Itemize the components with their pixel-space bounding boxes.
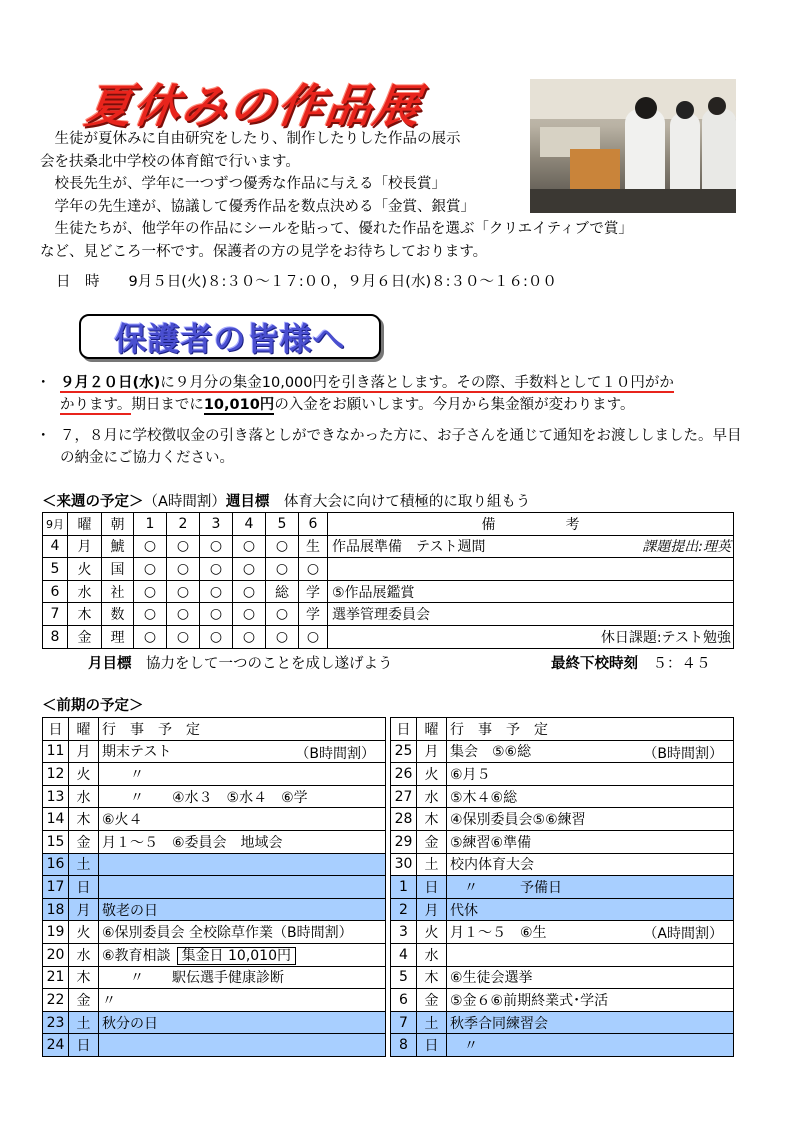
header-cell: 2 xyxy=(167,513,200,536)
intro-line: 校長先生が、学年に一つずつ優秀な作品に与える「校長賞」 xyxy=(40,176,446,193)
event-text: 〃 xyxy=(450,1038,478,1055)
intro-line: 学年の先生達が、協議して優秀作品を数点決める「金賞、銀賞」 xyxy=(40,198,475,215)
table-cell: 7 xyxy=(43,603,68,626)
table-cell: ○ xyxy=(266,625,299,648)
term-row xyxy=(391,876,734,899)
table-cell: 火 xyxy=(69,921,99,944)
term-row xyxy=(43,808,386,831)
event-cell xyxy=(99,943,386,966)
table-cell: 社 xyxy=(102,580,134,603)
term-row xyxy=(43,943,386,966)
event-cell xyxy=(447,876,734,899)
table-cell: 火 xyxy=(417,763,447,786)
term-header-row xyxy=(391,718,734,741)
event-cell xyxy=(447,966,734,989)
table-cell: 22 xyxy=(43,989,69,1012)
header-cell: 行 事 予 定 xyxy=(99,718,386,741)
table-cell: 月 xyxy=(417,740,447,763)
table-cell: 月 xyxy=(69,740,99,763)
table-cell: 土 xyxy=(69,1011,99,1034)
table-cell: ○ xyxy=(167,625,200,648)
collection-day-box: 集金日 10,010円 xyxy=(177,947,296,965)
remarks-cell xyxy=(328,625,734,648)
table-cell: 鯱 xyxy=(102,535,134,558)
table-cell: 11 xyxy=(43,740,69,763)
table-cell: 4 xyxy=(391,943,417,966)
table-cell: 6 xyxy=(391,989,417,1012)
parents-banner xyxy=(79,314,381,359)
banner-text: 保護者の皆様へ xyxy=(114,319,346,358)
header-cell: 9月 xyxy=(43,513,68,536)
term-row xyxy=(391,763,734,786)
event-cell xyxy=(447,989,734,1012)
term-row xyxy=(43,876,386,899)
remarks-cell xyxy=(328,558,734,581)
term-schedule-right xyxy=(390,717,734,1057)
event-text: 代休 xyxy=(450,902,478,919)
table-cell: 金 xyxy=(417,989,447,1012)
event-text: 〃 駅伝選手健康診断 xyxy=(102,970,284,987)
table-cell: 26 xyxy=(391,763,417,786)
event-text: 月１～５ ⑥生 xyxy=(450,925,547,942)
header-cell: 朝 xyxy=(102,513,134,536)
page-title: 夏休みの作品展 xyxy=(81,79,426,133)
term-row xyxy=(43,921,386,944)
term-row xyxy=(391,898,734,921)
week-goal-label: 週目標 xyxy=(225,494,270,510)
term-row xyxy=(43,966,386,989)
table-cell: 29 xyxy=(391,830,417,853)
week-timetable: （A時間割） xyxy=(143,494,226,510)
intro-text xyxy=(40,128,740,264)
table-cell: 理 xyxy=(102,625,134,648)
table-cell: 金 xyxy=(417,830,447,853)
table-cell: 数 xyxy=(102,603,134,626)
event-cell xyxy=(447,943,734,966)
term-schedule-left xyxy=(42,717,386,1057)
table-cell: 1 xyxy=(391,876,417,899)
event-cell xyxy=(447,830,734,853)
term-row xyxy=(391,1034,734,1057)
header-cell: 5 xyxy=(266,513,299,536)
event-text: ⑥月５ xyxy=(450,766,491,783)
event-text: ⑤木４⑥総 xyxy=(450,789,518,806)
table-cell: 金 xyxy=(68,625,102,648)
header-cell: 日 xyxy=(43,718,69,741)
last-dismissal-time: ５：４５ xyxy=(638,656,711,672)
table-cell: 23 xyxy=(43,1011,69,1034)
last-dismissal xyxy=(551,652,711,673)
table-cell: ○ xyxy=(200,603,233,626)
term-row xyxy=(391,853,734,876)
last-dismissal-label: 最終下校時刻 xyxy=(551,656,638,672)
table-cell: 水 xyxy=(68,580,102,603)
event-cell xyxy=(99,785,386,808)
event-cell xyxy=(447,785,734,808)
table-cell: 27 xyxy=(391,785,417,808)
month-goal-label: 月目標 xyxy=(88,656,132,672)
term-row xyxy=(43,1011,386,1034)
term-row xyxy=(43,763,386,786)
deposit-amount: 10,010円 xyxy=(203,397,275,414)
week-header-row xyxy=(43,513,734,536)
table-cell: 21 xyxy=(43,966,69,989)
intro-line: など、見どころ一杯です。保護者の方の見学をお待ちしております。 xyxy=(40,243,488,260)
term-row xyxy=(43,785,386,808)
table-cell: ○ xyxy=(134,603,167,626)
event-text: 〃 予備日 xyxy=(450,879,562,896)
week-row xyxy=(43,603,734,626)
event-text: 秋分の日 xyxy=(102,1015,158,1032)
header-cell: 行 事 予 定 xyxy=(447,718,734,741)
table-cell: 木 xyxy=(69,966,99,989)
table-cell: ○ xyxy=(134,580,167,603)
remarks-note: 休日課題:テスト勉強 xyxy=(600,629,731,646)
withdrawal-date: ９月２０日(水) xyxy=(60,375,161,391)
table-cell: 3 xyxy=(391,921,417,944)
table-cell: 日 xyxy=(417,1034,447,1057)
event-text: 敬老の日 xyxy=(102,902,158,919)
intro-line: 生徒たちが、他学年の作品にシールを貼って、優れた作品を選ぶ「クリエイティブで賞」 xyxy=(40,221,633,238)
table-cell: 5 xyxy=(391,966,417,989)
term-row xyxy=(391,808,734,831)
remarks-cell xyxy=(328,603,734,626)
table-cell: ○ xyxy=(266,558,299,581)
table-cell: 木 xyxy=(68,603,102,626)
table-cell: ○ xyxy=(299,558,328,581)
table-cell: 学 xyxy=(299,580,328,603)
table-cell: ○ xyxy=(200,558,233,581)
event-text: 〃 ④水３ ⑤水４ ⑥学 xyxy=(102,789,308,806)
table-cell: 土 xyxy=(69,853,99,876)
table-cell: 19 xyxy=(43,921,69,944)
table-cell: 月 xyxy=(68,535,102,558)
timetable-note: （A時間割） xyxy=(643,926,723,943)
remarks-cell xyxy=(328,580,734,603)
table-cell: 水 xyxy=(69,943,99,966)
event-text: 〃 xyxy=(102,766,144,783)
table-cell: 木 xyxy=(417,808,447,831)
week-footer xyxy=(88,652,728,673)
table-cell: 8 xyxy=(43,625,68,648)
table-cell: 水 xyxy=(69,785,99,808)
table-cell: 水 xyxy=(417,943,447,966)
bullet: ・ xyxy=(36,427,51,444)
header-cell: 4 xyxy=(233,513,266,536)
header-cell: 曜 xyxy=(69,718,99,741)
event-cell xyxy=(99,740,386,763)
timetable-note: （B時間割） xyxy=(295,745,375,762)
table-cell: 20 xyxy=(43,943,69,966)
table-cell: 14 xyxy=(43,808,69,831)
term-row xyxy=(391,966,734,989)
notice-text-1b: に９月分の集金10,000円を引き落とします。その際、手数料として１０円がか xyxy=(160,375,674,391)
week-goal: 体育大会に向けて積極的に取り組もう xyxy=(269,494,531,510)
event-cell xyxy=(99,989,386,1012)
term-row xyxy=(43,989,386,1012)
notice-item xyxy=(36,372,746,417)
term-row xyxy=(391,785,734,808)
header-cell: 6 xyxy=(299,513,328,536)
week-heading xyxy=(42,490,530,511)
term-row xyxy=(43,898,386,921)
table-cell: 13 xyxy=(43,785,69,808)
table-cell: 金 xyxy=(69,830,99,853)
event-text: ⑥教育相談 xyxy=(102,947,171,964)
header-cell: 曜 xyxy=(68,513,102,536)
notice-text xyxy=(60,372,674,417)
notice-text-1f: の入金をお願いします。今月から集金額が変わります。 xyxy=(274,397,635,414)
table-cell: ○ xyxy=(233,558,266,581)
table-cell: 火 xyxy=(69,763,99,786)
event-cell xyxy=(447,1034,734,1057)
term-row xyxy=(43,853,386,876)
term-row xyxy=(43,1034,386,1057)
table-cell: 月 xyxy=(417,898,447,921)
term-header-row xyxy=(43,718,386,741)
week-row xyxy=(43,558,734,581)
header-cell: 1 xyxy=(134,513,167,536)
event-text: ⑤練習⑥準備 xyxy=(450,834,532,851)
event-text: ⑥火４ xyxy=(102,812,143,829)
remarks-text: ⑤作品展鑑賞 xyxy=(332,584,415,601)
event-cell xyxy=(99,808,386,831)
event-cell xyxy=(447,921,734,944)
event-cell xyxy=(99,898,386,921)
event-cell xyxy=(99,921,386,944)
table-cell: 28 xyxy=(391,808,417,831)
notice-item xyxy=(36,425,746,470)
table-cell: ○ xyxy=(233,625,266,648)
table-cell: 8 xyxy=(391,1034,417,1057)
event-text: ④保別委員会⑤⑥練習 xyxy=(450,812,586,829)
event-cell xyxy=(99,1034,386,1057)
header-cell: 備 考 xyxy=(328,513,734,536)
term-row xyxy=(43,830,386,853)
table-cell: ○ xyxy=(233,535,266,558)
table-cell: 18 xyxy=(43,898,69,921)
header-cell: 曜 xyxy=(417,718,447,741)
event-text: ⑥保別委員会 全校除草作業（B時間割） xyxy=(102,925,353,942)
event-text: 秋季合同練習会 xyxy=(450,1015,548,1032)
table-cell: 土 xyxy=(417,1011,447,1034)
table-cell: 総 xyxy=(266,580,299,603)
table-cell: 生 xyxy=(299,535,328,558)
term-row xyxy=(391,740,734,763)
table-cell: 木 xyxy=(69,808,99,831)
table-cell: 国 xyxy=(102,558,134,581)
table-cell: 日 xyxy=(69,1034,99,1057)
table-cell: 木 xyxy=(417,966,447,989)
event-text: ⑤金６⑥前期終業式･学活 xyxy=(450,992,609,1009)
table-cell: 水 xyxy=(417,785,447,808)
term-row xyxy=(43,740,386,763)
event-cell xyxy=(447,763,734,786)
event-cell xyxy=(99,763,386,786)
table-cell: 30 xyxy=(391,853,417,876)
event-cell xyxy=(447,898,734,921)
event-cell xyxy=(99,853,386,876)
intro-line: 生徒が夏休みに自由研究をしたり、制作したりした作品の展示 xyxy=(40,131,461,147)
weekly-schedule-table xyxy=(42,512,734,649)
week-row xyxy=(43,535,734,558)
table-cell: 5 xyxy=(43,558,68,581)
table-cell: 金 xyxy=(69,989,99,1012)
table-cell: ○ xyxy=(299,625,328,648)
table-cell: ○ xyxy=(200,535,233,558)
term-row xyxy=(391,830,734,853)
table-cell: ○ xyxy=(200,580,233,603)
exhibition-schedule: 日 時 9月５日(火)８:３０～１７:００，９月６日(水)８:３０～１６:００ xyxy=(56,274,557,290)
table-cell: 15 xyxy=(43,830,69,853)
event-text: 集会 ⑤⑥総 xyxy=(450,744,532,761)
table-cell: 24 xyxy=(43,1034,69,1057)
event-cell xyxy=(447,853,734,876)
event-cell xyxy=(99,876,386,899)
event-text: 校内体育大会 xyxy=(450,857,534,874)
table-cell: ○ xyxy=(200,625,233,648)
table-cell: ○ xyxy=(233,580,266,603)
table-cell: ○ xyxy=(266,603,299,626)
remarks-text: 選挙管理委員会 xyxy=(332,607,430,624)
table-cell: 学 xyxy=(299,603,328,626)
term-row xyxy=(391,989,734,1012)
table-cell: 2 xyxy=(391,898,417,921)
term-row xyxy=(391,921,734,944)
event-text: 〃 xyxy=(102,992,116,1009)
table-cell: ○ xyxy=(167,580,200,603)
intro-line: 会を扶桑北中学校の体育館で行います。 xyxy=(40,153,300,170)
table-cell: 16 xyxy=(43,853,69,876)
remarks-note: 課題提出:理英 xyxy=(642,539,731,556)
week-row xyxy=(43,625,734,648)
table-cell: 火 xyxy=(68,558,102,581)
table-cell: 土 xyxy=(417,853,447,876)
notice-text-2: ７，８月に学校徴収金の引き落としができなかった方に、お子さんを通じて通知をお渡ししました。早目の納金にご協力ください。 xyxy=(60,427,742,467)
notice-text-1c: かります。 xyxy=(60,397,132,414)
table-cell: 6 xyxy=(43,580,68,603)
table-cell: ○ xyxy=(233,603,266,626)
table-cell: 7 xyxy=(391,1011,417,1034)
event-cell xyxy=(99,966,386,989)
notice-section xyxy=(36,372,746,478)
table-cell: ○ xyxy=(167,535,200,558)
event-text: 期末テスト xyxy=(102,744,172,761)
event-cell xyxy=(447,1011,734,1034)
timetable-note: （B時間割） xyxy=(643,745,723,762)
term-row xyxy=(391,1011,734,1034)
event-text: 月１～５ ⑥委員会 地域会 xyxy=(102,834,283,851)
table-cell: 日 xyxy=(69,876,99,899)
bullet: ・ xyxy=(36,375,51,391)
remarks-cell xyxy=(328,535,734,558)
table-cell: 17 xyxy=(43,876,69,899)
event-cell xyxy=(447,808,734,831)
table-cell: 4 xyxy=(43,535,68,558)
month-goal: 協力をして一つのことを成し遂げよう xyxy=(131,656,393,672)
table-cell: 日 xyxy=(417,876,447,899)
term-heading: ＜前期の予定＞ xyxy=(42,698,144,714)
event-cell xyxy=(99,830,386,853)
event-cell xyxy=(99,1011,386,1034)
table-cell: ○ xyxy=(167,603,200,626)
table-cell: ○ xyxy=(134,625,167,648)
table-cell: ○ xyxy=(134,558,167,581)
header-cell: 3 xyxy=(200,513,233,536)
table-cell: 月 xyxy=(69,898,99,921)
table-cell: 25 xyxy=(391,740,417,763)
table-cell: ○ xyxy=(167,558,200,581)
event-cell xyxy=(447,740,734,763)
term-row xyxy=(391,943,734,966)
table-cell: 12 xyxy=(43,763,69,786)
notice-text-1d: 期日までに xyxy=(131,397,204,414)
table-cell: ○ xyxy=(266,535,299,558)
remarks-text: 作品展準備 テスト週間 xyxy=(332,539,486,556)
event-text: ⑥生徒会選挙 xyxy=(450,970,533,987)
week-heading-label: ＜来週の予定＞ xyxy=(42,494,144,510)
header-cell: 日 xyxy=(391,718,417,741)
table-cell: 火 xyxy=(417,921,447,944)
table-cell: ○ xyxy=(134,535,167,558)
week-row xyxy=(43,580,734,603)
